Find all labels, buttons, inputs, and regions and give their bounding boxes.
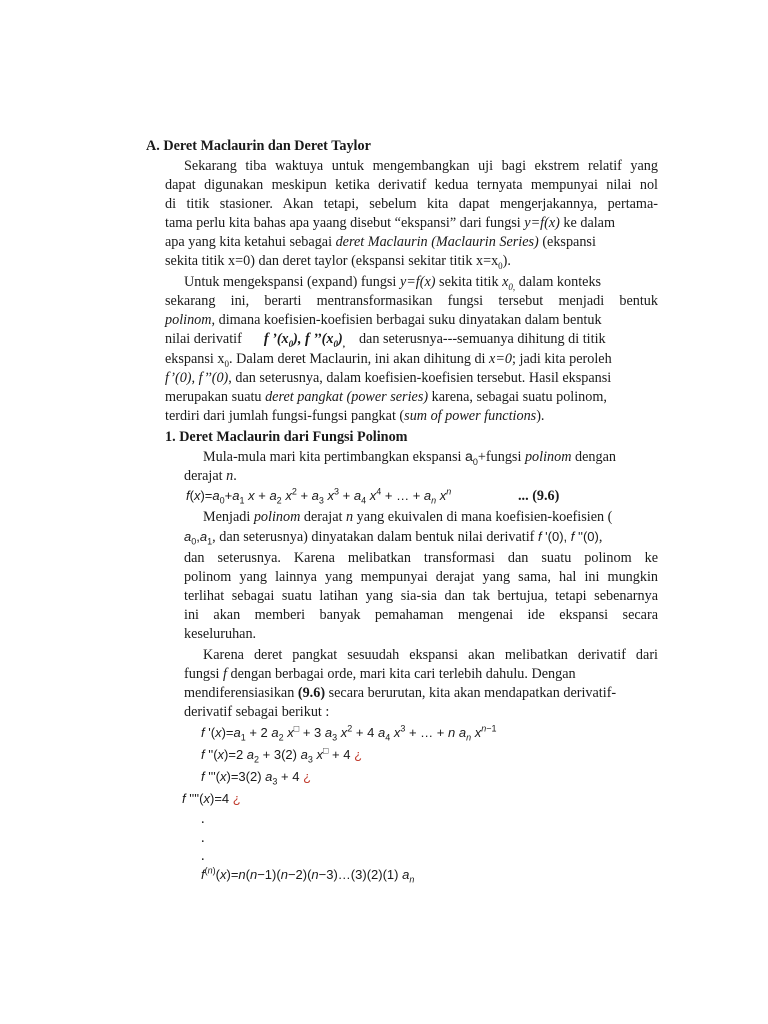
- section-heading: A. Deret Maclaurin dan Deret Taylor: [146, 138, 371, 154]
- ellipsis-dot: .: [201, 848, 205, 864]
- paragraph-line: tama perlu kita bahas apa yaang disebut “ekspansi” dari fungsi y=f(x) ke dalam: [165, 215, 616, 231]
- equation-fourth-derivative: f ''''(x)=4 ¿: [182, 791, 241, 806]
- paragraph-line: ekspansi $x_0$. Dalam deret Maclaurin, ini akan dihitung di x=0; jadi kita peroleh: [165, 351, 612, 369]
- paragraph-line: polinom, dimana koefisien-koefisien berbagai suku dinyatakan dalam bentuk: [165, 312, 602, 328]
- paragraph-line: keseluruhan.: [184, 626, 257, 642]
- equation-third-derivative: f '''(x)=3(2) $a_3 + 4$ ¿: [201, 769, 312, 787]
- paragraph-line: nilai derivatif f $’(x_0)$, f $’’(x_0)_,$ dan seterusnya---semuanya dihitung di titik: [165, 331, 606, 349]
- paragraph-line: merupakan suatu deret pangkat (power series) karena, sebagai suatu polinom,: [165, 389, 607, 405]
- paragraph-line: terdiri dari jumlah fungsi-fungsi pangkat (sum of power functions).: [165, 408, 545, 424]
- paragraph-line: sekarang ini, berarti mentransformasikan fungsi tersebut menjadi bentuk: [165, 293, 658, 309]
- ellipsis-dot: .: [201, 830, 205, 846]
- equation-number: ... (9.6): [518, 488, 560, 504]
- paragraph-line: dapat digunakan meskipun ketika derivatif kedua ternyata mempunyai nilai nol: [165, 177, 658, 193]
- paragraph-line: mendiferensiasikan (9.6) secara berurutan, kita akan mendapatkan derivatif-: [184, 685, 617, 701]
- paragraph-line: Mula-mula mari kita pertimbangkan ekspansi $a_0+fungsi$ polinom dengan: [203, 449, 616, 467]
- paragraph-line: fungsi f dengan berbagai orde, mari kita cari terlebih dahulu. Dengan: [184, 666, 576, 682]
- ellipsis-dot: .: [201, 811, 205, 827]
- paragraph-line: terlihat sebagai suatu latihan yang sia-sia dan tak bertujua, tetapi sebenarnya: [184, 588, 658, 604]
- equation-nth-derivative: $f^{(n)}(x)=n(n-1)(n-2)(n-3)\dots(3)(2)(1)$ $a_n$: [201, 865, 415, 885]
- paragraph-line: dan seterusnya. Karena melibatkan transformasi dan suatu polinom ke: [184, 550, 658, 566]
- subsection-heading: 1. Deret Maclaurin dari Fungsi Polinom: [165, 429, 408, 445]
- paragraph-line: derajat n.: [184, 468, 237, 484]
- paragraph-line: di titik stasioner. Akan tetapi, sebelum kita dapat mengerjakannya, pertama-: [165, 196, 658, 212]
- paragraph-line: derivatif sebagai berikut :: [184, 704, 330, 720]
- equation-second-derivative: f ''(x)=2 $a_2 + 3(2)$ $a_3$ x□ + 4 ¿: [201, 745, 363, 765]
- equation-9-6: $f(x)=a_0+a_1$ $x + a_2$ $x^2 + a_3$ $x^3 + a_4$ $x^4$ + … + $a_n$ $x^n$: [186, 486, 452, 506]
- paragraph-line: $a_0,a_1$, dan seterusnya) dinyatakan dalam bentuk nilai derivatif f '(0), f ''(0),: [184, 529, 603, 547]
- paragraph-line: f’(0), f’’(0), dan seterusnya, dalam koefisien-koefisien tersebut. Hasil ekspansi: [165, 370, 612, 386]
- paragraph-line: sekita titik x=0) dan deret taylor (ekspansi sekitar titik $x=x_0$).: [165, 253, 511, 271]
- paragraph-line: ini akan memberi banyak pemahaman mengenai ide ekspansi secara: [184, 607, 658, 623]
- paragraph-line: polinom yang lainnya yang mempunyai derajat yang sama, hal ini mungkin: [184, 569, 658, 585]
- paragraph-line: Menjadi polinom derajat n yang ekuivalen di mana koefisien-koefisien (: [203, 509, 613, 525]
- paragraph-line: Karena deret pangkat sesuudah ekspansi akan melibatkan derivatif dari: [203, 647, 658, 663]
- equation-first-derivative: f '$(x)=a_1 + 2$ $a_2$ x□ + 3 $a_3$ $x^2 + 4$ $a_4$ $x^3$ + … + n $a_n$ $x^{n-1}$: [201, 723, 497, 743]
- paragraph-line: Untuk mengekspansi (expand) fungsi y=f(x) sekita titik $x_{0,}$ dalam konteks: [184, 274, 602, 292]
- paragraph-line: Sekarang tiba waktuya untuk mengembangkan uji bagi ekstrem relatif yang: [184, 158, 658, 174]
- paragraph-line: apa yang kita ketahui sebagai deret Maclaurin (Maclaurin Series) (ekspansi: [165, 234, 596, 250]
